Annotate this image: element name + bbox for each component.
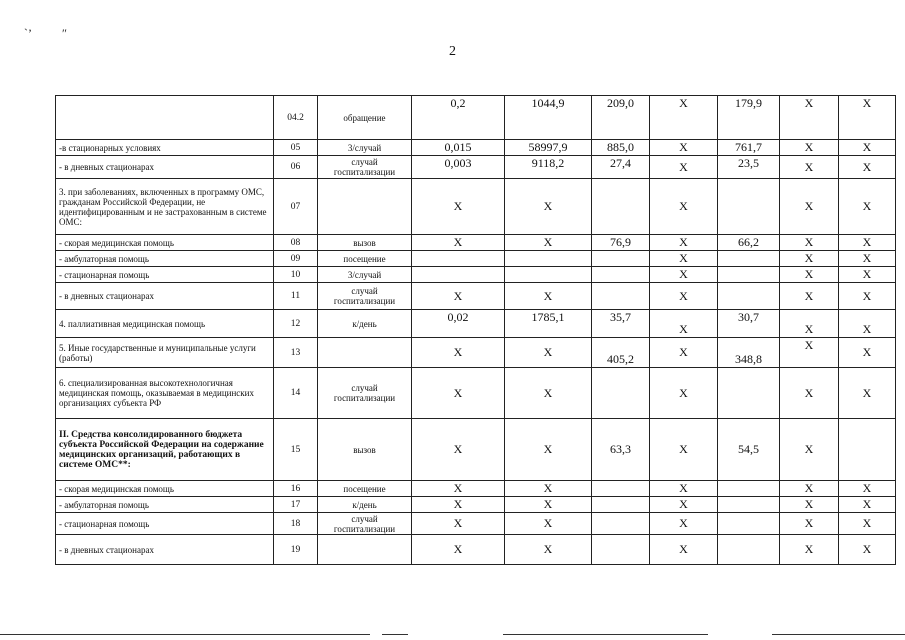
value-cell: 76,9: [592, 235, 650, 251]
row-code: 05: [274, 140, 318, 156]
footer-rule: [0, 634, 370, 635]
value-cell: X: [780, 513, 839, 535]
value-cell: X: [839, 497, 896, 513]
value-cell: X: [505, 235, 592, 251]
value-cell: X: [839, 251, 896, 267]
value-cell: 35,7: [592, 310, 650, 338]
value-cell: X: [839, 368, 896, 419]
table-row: [56, 156, 896, 179]
scan-mark: `’: [24, 26, 32, 40]
value-cell: X: [650, 481, 718, 497]
row-name: -в стационарных условиях: [56, 140, 274, 156]
value-cell: 0,015: [412, 140, 505, 156]
value-cell: X: [505, 368, 592, 419]
row-code: 12: [274, 310, 318, 338]
value-cell: 209,0: [592, 96, 650, 140]
value-cell: [592, 513, 650, 535]
value-cell: X: [505, 481, 592, 497]
row-name: 4. паллиативная медицинская помощь: [56, 310, 274, 338]
row-unit: 3/случай: [318, 140, 412, 156]
value-cell: [718, 513, 780, 535]
value-cell: [412, 267, 505, 283]
value-cell: X: [650, 267, 718, 283]
row-unit: случай госпитализации: [318, 368, 412, 419]
table-row: [56, 481, 896, 497]
value-cell: X: [780, 140, 839, 156]
value-cell: [592, 267, 650, 283]
row-name: - скорая медицинская помощь: [56, 481, 274, 497]
value-cell: X: [412, 179, 505, 235]
value-cell: X: [839, 481, 896, 497]
value-cell: [592, 179, 650, 235]
value-cell: X: [505, 535, 592, 565]
page-number: 2: [449, 44, 456, 59]
row-name: - амбулаторная помощь: [56, 497, 274, 513]
value-cell: X: [780, 267, 839, 283]
value-cell: X: [650, 497, 718, 513]
value-cell: [505, 267, 592, 283]
table-row: [56, 419, 896, 481]
value-cell: X: [780, 368, 839, 419]
row-code: 14: [274, 368, 318, 419]
table-row: [56, 251, 896, 267]
value-cell: X: [780, 235, 839, 251]
value-cell: [839, 419, 896, 481]
value-cell: X: [412, 513, 505, 535]
value-cell: 885,0: [592, 140, 650, 156]
value-cell: X: [412, 419, 505, 481]
value-cell: [718, 179, 780, 235]
value-cell: X: [650, 338, 718, 368]
row-name: [56, 96, 274, 140]
value-cell: 66,2: [718, 235, 780, 251]
value-cell: X: [780, 96, 839, 140]
value-cell: X: [839, 338, 896, 368]
data-table: [55, 95, 896, 565]
value-cell: 27,4: [592, 156, 650, 179]
value-cell: X: [650, 96, 718, 140]
value-cell: 179,9: [718, 96, 780, 140]
row-name: - скорая медицинская помощь: [56, 235, 274, 251]
row-name: 3. при заболеваниях, включенных в программу ОМС, гражданам Российской Федерации, не идентифицированным и не застрахованным в системе ОМС:: [56, 179, 274, 235]
row-unit: [318, 535, 412, 565]
table-row: [56, 140, 896, 156]
row-code: 06: [274, 156, 318, 179]
value-cell: X: [505, 497, 592, 513]
value-cell: X: [650, 535, 718, 565]
row-name: - стационарная помощь: [56, 513, 274, 535]
footer-rule: [382, 634, 408, 635]
value-cell: X: [412, 283, 505, 310]
table-row: [56, 535, 896, 565]
value-cell: [718, 535, 780, 565]
value-cell: X: [412, 235, 505, 251]
value-cell: X: [780, 481, 839, 497]
row-unit: 3/случай: [318, 267, 412, 283]
row-unit: к/день: [318, 497, 412, 513]
value-cell: X: [412, 481, 505, 497]
row-code: 08: [274, 235, 318, 251]
value-cell: 1044,9: [505, 96, 592, 140]
value-cell: X: [780, 283, 839, 310]
value-cell: X: [650, 156, 718, 179]
value-cell: X: [780, 419, 839, 481]
value-cell: X: [412, 497, 505, 513]
value-cell: 23,5: [718, 156, 780, 179]
row-name: II. Средства консолидированного бюджета субъекта Российской Федерации на содержание медицинских организаций, работающих в системе ОМС**:: [56, 419, 274, 481]
table-row: [56, 179, 896, 235]
row-code: 15: [274, 419, 318, 481]
value-cell: [718, 481, 780, 497]
value-cell: X: [839, 179, 896, 235]
row-unit: посещение: [318, 251, 412, 267]
table-row: [56, 338, 896, 368]
value-cell: X: [839, 535, 896, 565]
table-row: [56, 96, 896, 140]
table-row: [56, 267, 896, 283]
value-cell: X: [839, 267, 896, 283]
row-unit: посещение: [318, 481, 412, 497]
value-cell: X: [505, 338, 592, 368]
scan-mark: ″: [62, 26, 67, 40]
row-name: - стационарная помощь: [56, 267, 274, 283]
value-cell: X: [412, 338, 505, 368]
value-cell: X: [780, 497, 839, 513]
row-unit: вызов: [318, 235, 412, 251]
value-cell: X: [780, 156, 839, 179]
row-unit: случай госпитализации: [318, 156, 412, 179]
value-cell: 63,3: [592, 419, 650, 481]
row-code: 17: [274, 497, 318, 513]
row-code: 07: [274, 179, 318, 235]
value-cell: X: [780, 251, 839, 267]
value-cell: [412, 251, 505, 267]
value-cell: 0,2: [412, 96, 505, 140]
row-unit: [318, 179, 412, 235]
value-cell: X: [650, 235, 718, 251]
row-name: - в дневных стационарах: [56, 535, 274, 565]
value-cell: X: [780, 310, 839, 338]
value-cell: X: [839, 513, 896, 535]
value-cell: [505, 251, 592, 267]
value-cell: X: [505, 513, 592, 535]
value-cell: 0,02: [412, 310, 505, 338]
table-row: [56, 513, 896, 535]
row-code: 13: [274, 338, 318, 368]
value-cell: 30,7: [718, 310, 780, 338]
value-cell: 761,7: [718, 140, 780, 156]
value-cell: [718, 251, 780, 267]
value-cell: X: [650, 368, 718, 419]
row-code: 04.2: [274, 96, 318, 140]
value-cell: [718, 368, 780, 419]
table-row: [56, 368, 896, 419]
row-unit: обращение: [318, 96, 412, 140]
row-code: 09: [274, 251, 318, 267]
value-cell: X: [839, 96, 896, 140]
value-cell: X: [505, 283, 592, 310]
row-name: - амбулаторная помощь: [56, 251, 274, 267]
row-name: 5. Иные государственные и муниципальные услуги (работы): [56, 338, 274, 368]
value-cell: [592, 497, 650, 513]
value-cell: 405,2: [592, 338, 650, 368]
value-cell: X: [505, 419, 592, 481]
value-cell: 1785,1: [505, 310, 592, 338]
row-unit: [318, 338, 412, 368]
table-row: [56, 310, 896, 338]
row-unit: случай госпитализации: [318, 513, 412, 535]
value-cell: X: [412, 368, 505, 419]
value-cell: 348,8: [718, 338, 780, 368]
row-name: - в дневных стационарах: [56, 156, 274, 179]
row-code: 16: [274, 481, 318, 497]
value-cell: X: [780, 179, 839, 235]
table-row: [56, 283, 896, 310]
value-cell: [592, 535, 650, 565]
value-cell: X: [839, 235, 896, 251]
value-cell: [592, 368, 650, 419]
value-cell: X: [650, 419, 718, 481]
row-code: 19: [274, 535, 318, 565]
value-cell: 54,5: [718, 419, 780, 481]
value-cell: [592, 481, 650, 497]
value-cell: X: [780, 535, 839, 565]
row-code: 10: [274, 267, 318, 283]
row-name: 6. специализированная высокотехнологичная медицинская помощь, оказываемая в медицинских организациях субъекта РФ: [56, 368, 274, 419]
row-unit: случай госпитализации: [318, 283, 412, 310]
row-name: - в дневных стационарах: [56, 283, 274, 310]
value-cell: X: [650, 179, 718, 235]
value-cell: X: [412, 535, 505, 565]
value-cell: 0,003: [412, 156, 505, 179]
value-cell: X: [650, 251, 718, 267]
value-cell: [718, 497, 780, 513]
value-cell: X: [650, 283, 718, 310]
value-cell: X: [839, 140, 896, 156]
value-cell: X: [839, 156, 896, 179]
table-body: [56, 96, 896, 565]
value-cell: X: [650, 513, 718, 535]
value-cell: [592, 251, 650, 267]
table-row: [56, 235, 896, 251]
row-unit: к/день: [318, 310, 412, 338]
footer-rule: [772, 634, 905, 635]
row-code: 18: [274, 513, 318, 535]
row-code: 11: [274, 283, 318, 310]
value-cell: [718, 267, 780, 283]
value-cell: X: [650, 140, 718, 156]
table-row: [56, 497, 896, 513]
value-cell: X: [650, 310, 718, 338]
row-unit: вызов: [318, 419, 412, 481]
value-cell: 58997,9: [505, 140, 592, 156]
value-cell: X: [839, 283, 896, 310]
value-cell: [718, 283, 780, 310]
value-cell: X: [505, 179, 592, 235]
value-cell: X: [780, 338, 839, 368]
value-cell: 9118,2: [505, 156, 592, 179]
footer-rule: [503, 634, 708, 635]
value-cell: [592, 283, 650, 310]
value-cell: X: [839, 310, 896, 338]
